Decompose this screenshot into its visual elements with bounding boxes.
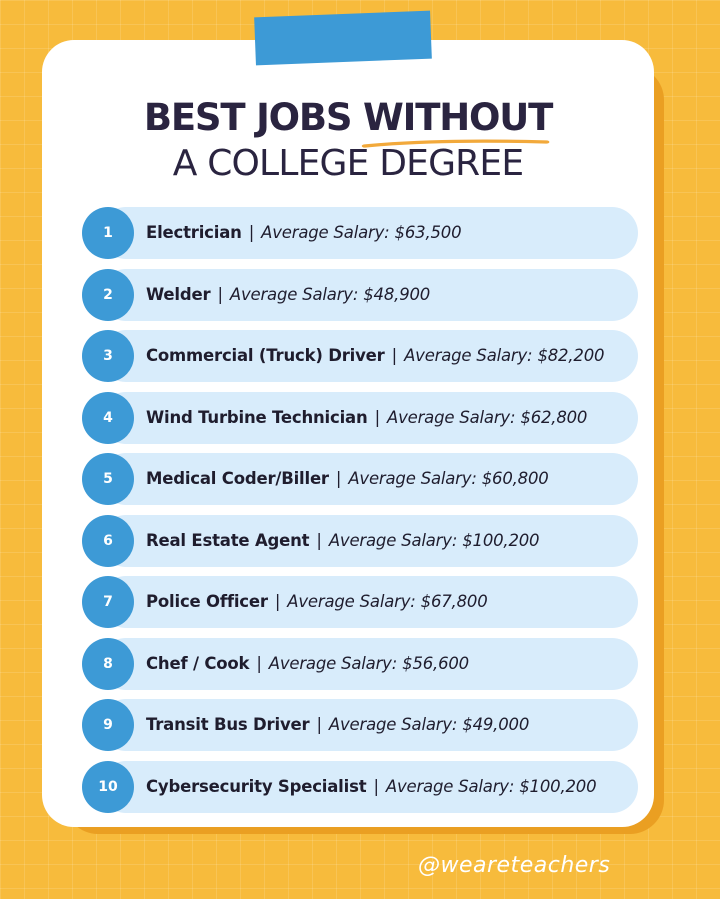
job-row xyxy=(82,761,638,813)
job-text xyxy=(146,515,539,567)
average-salary: Average Salary: $60,800 xyxy=(348,469,549,488)
tape-decoration xyxy=(254,11,432,66)
job-text xyxy=(146,392,587,444)
separator: | xyxy=(274,592,281,611)
rank-badge: 10 xyxy=(82,761,134,813)
job-row xyxy=(82,453,638,505)
job-title: Electrician xyxy=(146,223,242,242)
job-text xyxy=(146,576,488,628)
separator: | xyxy=(374,407,380,427)
rank-badge: 1 xyxy=(82,207,134,259)
job-text xyxy=(146,761,596,813)
job-row xyxy=(82,515,638,567)
job-row xyxy=(82,269,638,321)
average-salary: Average Salary: $63,500 xyxy=(261,223,462,242)
title-highlight-text: WITHOUT xyxy=(363,96,553,139)
job-row xyxy=(82,207,638,259)
job-text xyxy=(146,638,469,690)
rank-badge: 9 xyxy=(82,699,134,751)
job-title: Transit Bus Driver xyxy=(146,715,310,734)
job-title: Welder xyxy=(146,284,211,304)
separator: | xyxy=(248,223,255,242)
average-salary: Average Salary: $67,800 xyxy=(287,592,488,611)
average-salary: Average Salary: $56,600 xyxy=(268,653,469,673)
rank-badge: 6 xyxy=(82,515,134,567)
job-title: Chef / Cook xyxy=(146,653,250,673)
rank-badge: 7 xyxy=(82,576,134,628)
job-title: Real Estate Agent xyxy=(146,530,310,550)
job-title: Police Officer xyxy=(146,592,268,611)
job-title: Commercial (Truck) Driver xyxy=(146,346,385,365)
separator: | xyxy=(316,715,322,734)
rank-badge: 4 xyxy=(82,392,134,444)
job-title: Medical Coder/Biller xyxy=(146,469,329,488)
separator: | xyxy=(316,530,322,550)
average-salary: Average Salary: $100,200 xyxy=(328,530,540,550)
average-salary: Average Salary: $49,000 xyxy=(328,715,530,734)
job-row xyxy=(82,392,638,444)
separator: | xyxy=(391,346,398,365)
job-text xyxy=(146,330,604,382)
job-row xyxy=(82,699,638,751)
average-salary: Average Salary: $62,800 xyxy=(387,407,588,427)
rank-badge: 2 xyxy=(82,269,134,321)
title-line-2: A COLLEGE DEGREE xyxy=(172,143,524,184)
rank-badge: 5 xyxy=(82,453,134,505)
job-title: Wind Turbine Technician xyxy=(146,407,368,427)
title-highlight-word xyxy=(363,96,552,140)
job-text xyxy=(146,207,461,259)
separator: | xyxy=(335,469,342,488)
job-text xyxy=(146,269,430,321)
job-text xyxy=(146,453,549,505)
rank-badge: 3 xyxy=(82,330,134,382)
average-salary: Average Salary: $100,200 xyxy=(385,776,597,796)
social-handle: @weareteachers xyxy=(418,853,611,878)
rank-badge: 8 xyxy=(82,638,134,690)
job-text xyxy=(146,699,529,751)
job-row xyxy=(82,576,638,628)
job-row xyxy=(82,638,638,690)
title-line-1 xyxy=(42,96,654,140)
average-salary: Average Salary: $82,200 xyxy=(404,346,605,365)
title-text: BEST JOBS xyxy=(143,96,352,139)
separator: | xyxy=(217,284,223,304)
job-row xyxy=(82,330,638,382)
average-salary: Average Salary: $48,900 xyxy=(229,284,431,304)
separator: | xyxy=(373,776,379,796)
separator: | xyxy=(256,653,262,673)
job-title: Cybersecurity Specialist xyxy=(146,776,367,796)
